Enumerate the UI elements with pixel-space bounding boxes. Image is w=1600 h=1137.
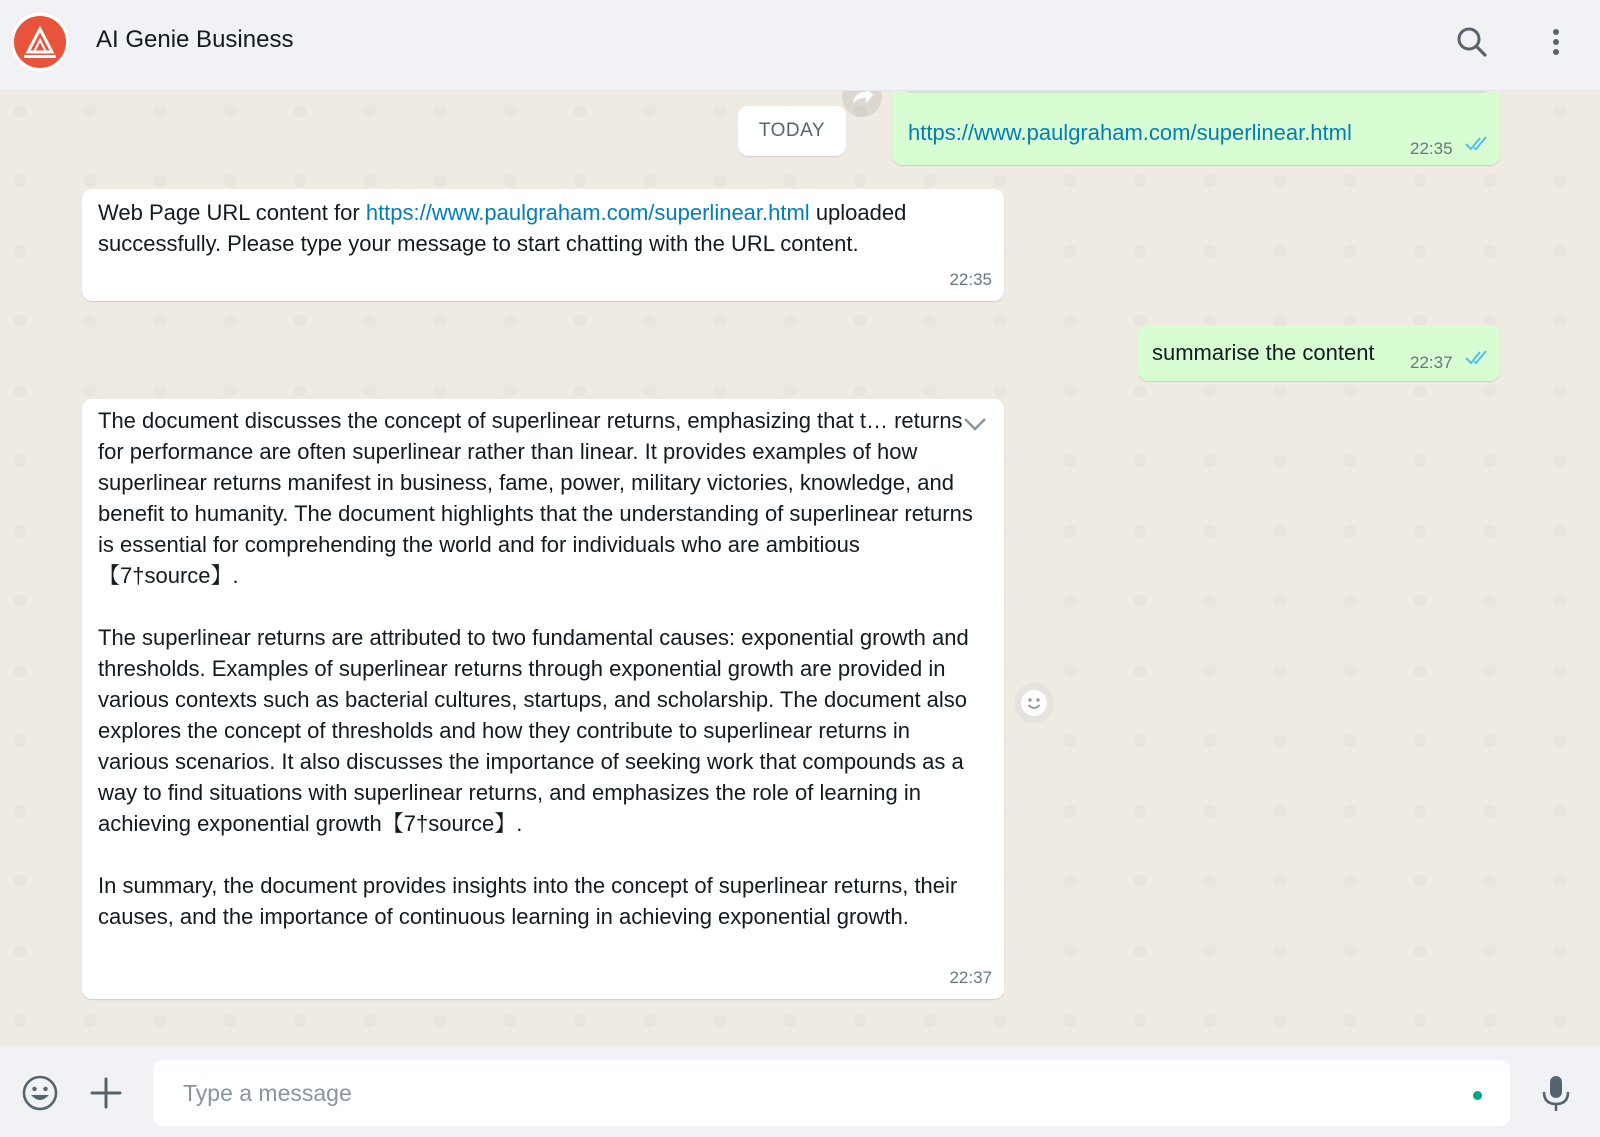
message-time: 22:35 [1410,139,1453,158]
outgoing-message[interactable] [1138,325,1500,381]
search-icon[interactable] [1452,22,1492,62]
message-paragraph: The superlinear returns are attributed to two fundamental causes: exponential growth and thresholds. Examples of superlinear returns through exponential growth are provided in various contexts such as bacterial cultures, startups, and scholarship. The document also explores the concept of thresholds and how they contribute to superlinear returns in various scenarios. It also discusses the importance of seeking work that compounds as a way to find situations with superlinear returns, and emphasizes the role of learning in achieving exponential growth【7†source】. [98,625,969,836]
input-status-dot [1473,1091,1482,1100]
message-input[interactable] [153,1060,1510,1126]
message-text-part: uploaded successfully. Please type your message to start chatting with the URL content. [98,200,907,256]
incoming-message[interactable] [82,399,1004,999]
message-time: 22:37 [949,968,992,987]
message-text: summarise the content [1152,340,1375,365]
message-text [98,405,984,932]
emoji-react-icon [1014,683,1054,723]
attach-plus-icon[interactable] [86,1073,126,1113]
read-ticks-icon [1464,347,1492,367]
composer-bar [0,1047,1600,1137]
message-list[interactable] [0,91,1600,1047]
read-ticks-icon [1464,133,1492,153]
microphone-icon[interactable] [1536,1073,1576,1113]
react-button[interactable] [1014,683,1054,723]
message-time: 22:37 [1410,353,1453,372]
message-link[interactable]: https://www.paulgraham.com/superlinear.html [365,200,810,225]
message-text-part: Web Page URL content for [98,200,366,225]
message-menu-chevron-icon[interactable] [962,415,988,433]
date-divider: TODAY [738,106,846,156]
emoji-icon[interactable] [20,1073,60,1113]
incoming-message[interactable] [82,189,1004,301]
message-paragraph: In summary, the document provides insights into the concept of superlinear returns, their causes, and the importance of continuous learning in achieving exponential growth. [98,873,958,929]
message-paragraph: The document discusses the concept of superlinear returns, emphasizing that t… returns for performance are often superlinear rather than linear. It provides examples of how superlinear returns manifest in business, fame, power, military victories, knowledge, and benefit to humanity. The document highlights that the understanding of superlinear returns is essential for comprehending the world and for individuals who are ambitious【7†source】. [98,408,973,588]
message-time: 22:35 [949,270,992,289]
menu-dots-icon[interactable] [1536,22,1576,62]
chat-header [0,0,1600,91]
contact-avatar[interactable] [10,12,70,72]
contact-name[interactable]: AI Genie Business [96,26,294,53]
message-link[interactable]: https://www.paulgraham.com/superlinear.html [908,120,1352,145]
message-text [98,197,988,259]
